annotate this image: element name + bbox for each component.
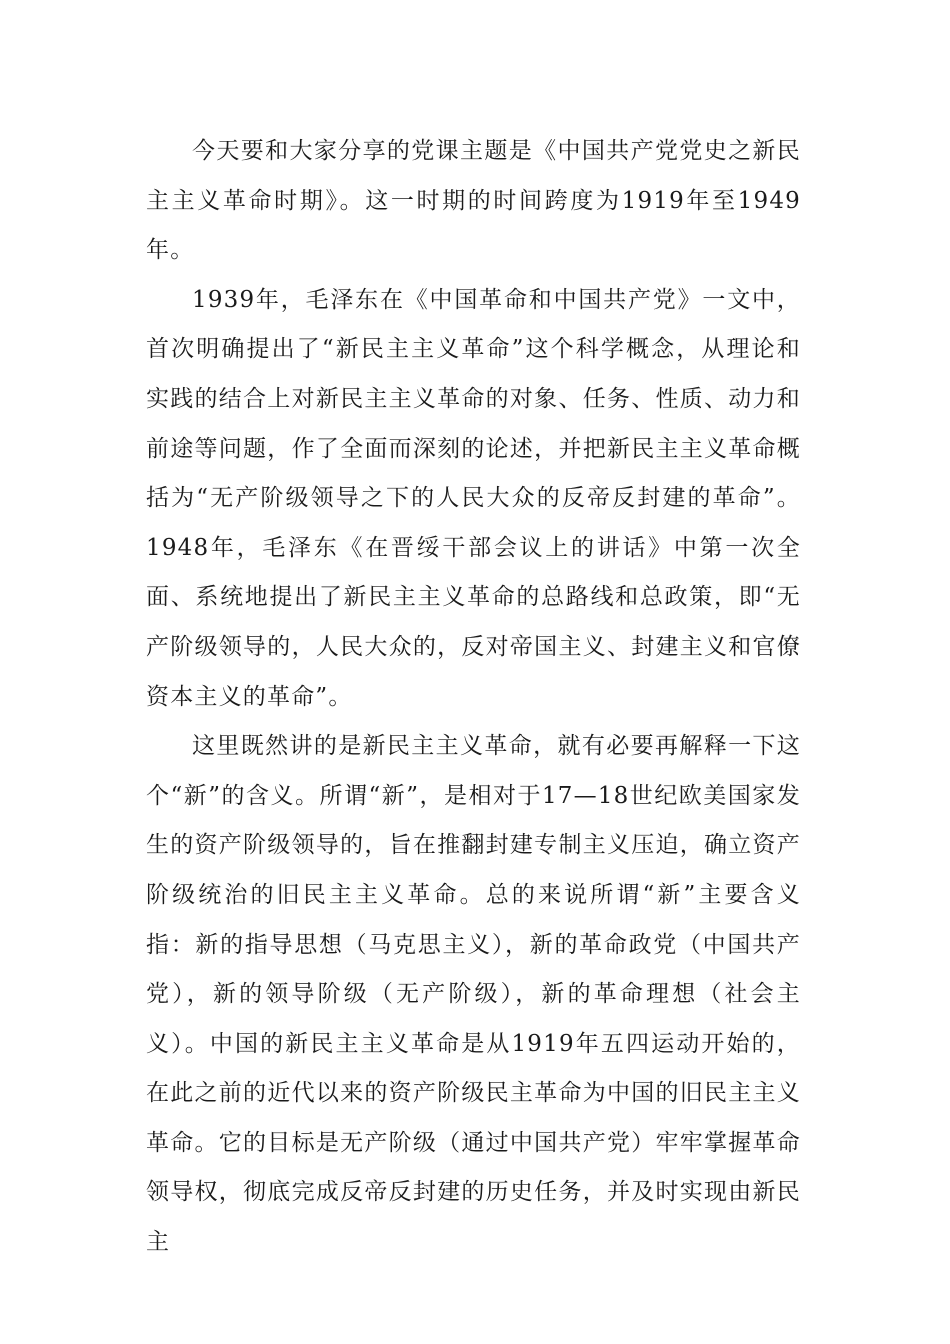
paragraph-concept: 1939年，毛泽东在《中国革命和中国共产党》一文中，首次明确提出了“新民主主义革命”这个科学概念，从理论和实践的结合上对新民主主义革命的对象、任务、性质、动力和前途等问题，作了全面而深刻的论述，并把新民主主义革命概括为“无产阶级领导之下的人民大众的反帝反封建的革命”。1948年，毛泽东《在晋绥干部会议上的讲话》中第一次全面、系统地提出了新民主主义革命的总路线和总政策，即“无产阶级领导的，人民大众的，反对帝国主义、封建主义和官僚资本主义的革命”。	[146, 286, 801, 710]
paragraph-meaning-of-new: 这里既然讲的是新民主主义革命，就有必要再解释一下这个“新”的含义。所谓“新”，是相对于17—18世纪欧美国家发生的资产阶级领导的，旨在推翻封建专制主义压迫，确立资产阶级统治的旧民主主义革命。总的来说所谓“新”主要含义指：新的指导思想（马克思主义），新的革命政党（中国共产党），新的领导阶级（无产阶级），新的革命理想（社会主义）。中国的新民主主义革命是从1919年五四运动开始的，在此之前的近代以来的资产阶级民主革命为中国的旧民主主义革命。它的目标是无产阶级（通过中国共产党）牢牢掌握革命领导权，彻底完成反帝反封建的历史任务，并及时实现由新民主	[146, 733, 801, 1256]
paragraph-intro: 今天要和大家分享的党课主题是《中国共产党党史之新民主主义革命时期》。这一时期的时间跨度为1919年至1949年。	[146, 138, 801, 264]
body-text	[146, 127, 801, 1268]
